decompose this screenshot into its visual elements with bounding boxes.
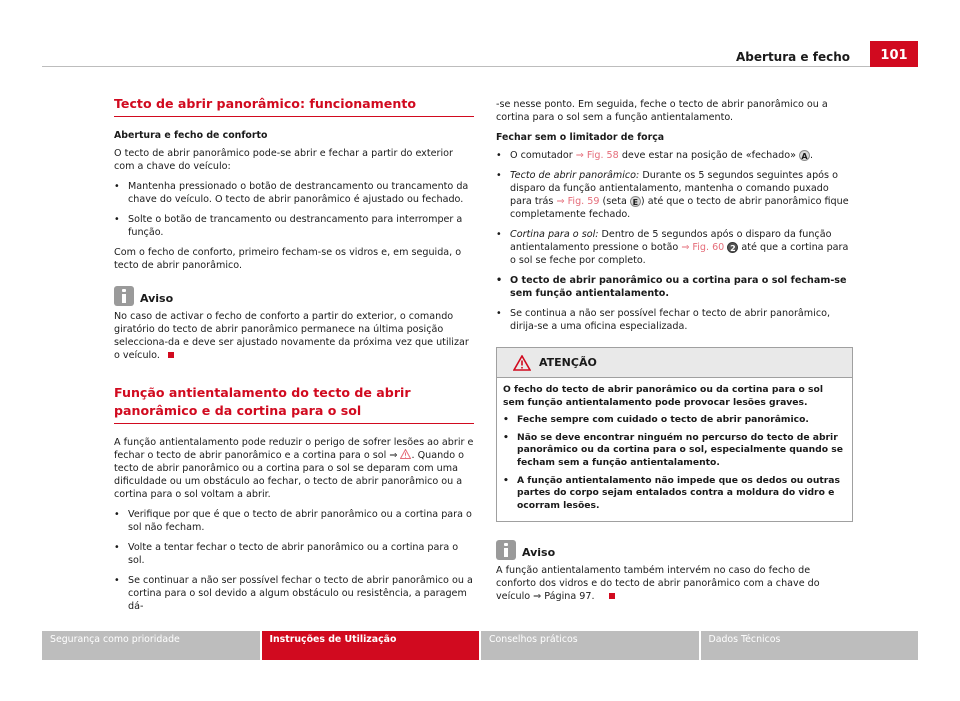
- warning-bullet: • Feche sempre com cuidado o tecto de abrir panorâmico.: [503, 414, 844, 427]
- figure-link[interactable]: ⇒ Fig. 60: [681, 242, 725, 253]
- bullet-item: • Mantenha pressionado o botão de destrancamento ou trancamento da chave do veículo. O tecto de abrir panorâmico é ajustado ou fechado.: [114, 180, 474, 206]
- note-title: Aviso: [140, 292, 174, 305]
- key-label: E: [630, 196, 641, 207]
- note-block: [114, 286, 474, 362]
- note-block: [496, 540, 853, 603]
- footer-tab-conselhos[interactable]: Conselhos práticos: [481, 631, 699, 660]
- right-column: [496, 98, 853, 615]
- note-header: [496, 540, 853, 560]
- warning-bullet: • Não se deve encontrar ninguém no percurso do tecto de abrir panorâmico ou da cortina para o sol, especialmente quando se fecham sem a função antientalamento.: [503, 432, 844, 470]
- bullet-item: • Se continuar a não ser possível fechar o tecto de abrir panorâmico ou a cortina para o sol devido a algum obstáculo ou resistência, a paragem dá-: [114, 574, 474, 613]
- running-header-title: Abertura e fecho: [736, 50, 850, 64]
- end-mark-icon: [168, 352, 174, 358]
- footer-tab-dados[interactable]: Dados Técnicos: [701, 631, 919, 660]
- bullet-item: • O comutador ⇒ Fig. 58 deve estar na posição de «fechado» A .: [496, 149, 853, 162]
- paragraph: A função antientalamento pode reduzir o perigo de sofrer lesões ao abrir e fechar o tecto de abrir panorâmico e a cortina para o sol ⇒ . Quando o tecto de abrir panorâmico ou a cortina para o sol se deparam com uma dificuldade ou um obstáculo ao fechar, o tecto de abrir panorâmico ou a cortina para o sol voltam a abrir.: [114, 437, 474, 500]
- warning-box: [496, 347, 853, 522]
- note-title: Aviso: [522, 546, 556, 560]
- warning-triangle-icon[interactable]: [400, 449, 411, 459]
- info-icon: [114, 286, 134, 306]
- note-text: A função antientalamento também intervém no caso do fecho de conforto dos vidros e do tecto de abrir panorâmico com a chave do veículo ⇒ Página 97.: [496, 565, 820, 603]
- section-title-antientalamento: Função antientalamento do tecto de abrir panorâmico e da cortina para o sol: [114, 384, 474, 424]
- bullet-item: • Volte a tentar fechar o tecto de abrir panorâmico ou a cortina para o sol.: [114, 541, 474, 567]
- paragraph: -se nesse ponto. Em seguida, feche o tecto de abrir panorâmico ou a cortina para o sol sem a função antientalamento.: [496, 99, 828, 123]
- left-column: [114, 95, 474, 620]
- warning-triangle-icon: [513, 355, 531, 371]
- bullet-item: • Verifique por que é que o tecto de abrir panorâmico ou a cortina para o sol não fecham.: [114, 508, 474, 534]
- bullet-item: • Cortina para o sol: Dentro de 5 segundos após o disparo da função antientalamento pressione o botão ⇒ Fig. 60 2 até que a cortina para o sol se feche por completo.: [496, 228, 853, 267]
- subheading-conforto: Abertura e fecho de conforto: [114, 130, 268, 141]
- header-rule: [42, 66, 918, 67]
- page-number: 101: [870, 41, 918, 67]
- figure-link[interactable]: ⇒ Fig. 58: [575, 150, 619, 161]
- figure-link[interactable]: ⇒ Fig. 59: [556, 196, 600, 207]
- warning-header: [497, 348, 852, 378]
- bullet-item: • O tecto de abrir panorâmico ou a cortina para o sol fecham-se sem função antientalamento.: [496, 274, 853, 300]
- warning-body: [497, 378, 852, 521]
- warning-bullet: • A função antientalamento não impede que os dedos ou outras partes do corpo sejam entalados contra a moldura do vidro e ocorram lesões.: [503, 475, 844, 513]
- key-label: 2: [727, 242, 738, 253]
- footer-tab-instrucoes[interactable]: Instruções de Utilização: [262, 631, 480, 660]
- subheading-limitador: Fechar sem o limitador de força: [496, 132, 665, 143]
- note-header: [114, 286, 474, 306]
- warning-text: O fecho do tecto de abrir panorâmico ou da cortina para o sol sem função antientalamento pode provocar lesões graves.: [503, 384, 823, 408]
- note-text: No caso de activar o fecho de conforto a partir do exterior, o comando giratório do tecto de abrir panorâmico permanece na última posição selecciona-da e deve ser ajustado novamente da próxima vez que utilizar o veículo.: [114, 311, 469, 361]
- footer-nav: [42, 631, 918, 660]
- section-title-funcionamento: Tecto de abrir panorâmico: funcionamento: [114, 95, 474, 117]
- warning-title: ATENÇÃO: [539, 356, 597, 369]
- info-icon: [496, 540, 516, 560]
- paragraph: O tecto de abrir panorâmico pode-se abrir e fechar a partir do exterior com a chave do veículo:: [114, 148, 453, 172]
- paragraph: Com o fecho de conforto, primeiro fecham-se os vidros e, em seguida, o tecto de abrir panorâmico.: [114, 247, 462, 271]
- bullet-item: • Solte o botão de trancamento ou destrancamento para interromper a função.: [114, 213, 474, 239]
- footer-tab-seguranca[interactable]: Segurança como prioridade: [42, 631, 260, 660]
- end-mark-icon: [609, 593, 615, 599]
- key-label: A: [799, 150, 810, 161]
- bullet-item: • Se continua a não ser possível fechar o tecto de abrir panorâmico, dirija-se a uma oficina especializada.: [496, 307, 853, 333]
- bullet-item: • Tecto de abrir panorâmico: Durante os 5 segundos seguintes após o disparo da função antientalamento, mantenha o comando puxado para trás ⇒ Fig. 59 (seta E ) até que o tecto de abrir panorâmico fique completamente fechado.: [496, 169, 853, 221]
